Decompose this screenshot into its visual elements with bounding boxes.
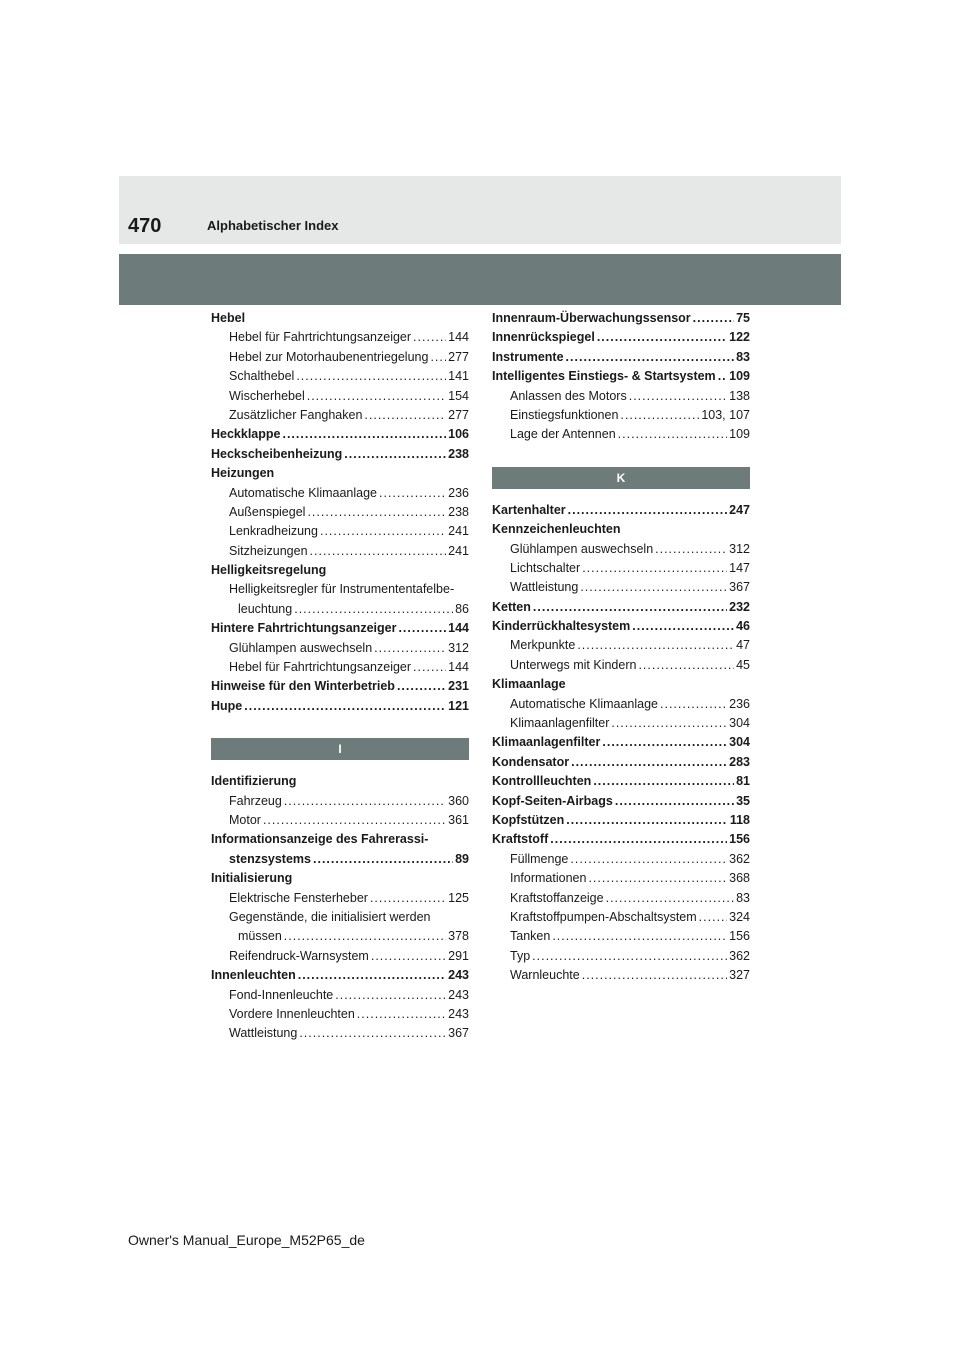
index-entry	[211, 772, 469, 791]
index-entry-label: Fond-Innenleuchte	[229, 987, 334, 1002]
index-entry	[211, 927, 469, 946]
index-entry-page: 367	[729, 580, 750, 595]
index-entry	[211, 1005, 469, 1024]
index-entry	[492, 908, 750, 927]
index-entry	[211, 658, 469, 677]
index-entry-label: Vordere Innenleuchten	[229, 1006, 355, 1021]
index-entry-page: 45	[736, 657, 750, 672]
index-entry-page: 277	[448, 349, 469, 364]
leader-dots	[296, 367, 446, 386]
leader-dots	[618, 425, 727, 444]
index-entry-page: 141	[448, 369, 469, 384]
index-entry-page: 367	[448, 1026, 469, 1041]
index-entry-label: Helligkeitsregelung	[211, 563, 327, 578]
index-entry-label: Instrumente	[492, 349, 564, 364]
index-entry-page: 291	[448, 948, 469, 963]
index-entry-label: Hebel zur Motorhaubenentriegelung	[229, 349, 429, 364]
leader-dots	[699, 908, 727, 927]
index-entry-label: Intelligentes Einstiegs- & Startsystem	[492, 369, 716, 384]
index-entry-page: 327	[729, 968, 750, 983]
leader-dots	[413, 328, 446, 347]
index-entry	[492, 617, 750, 636]
index-entry-page: 243	[448, 1006, 469, 1021]
header-dark-band	[119, 254, 841, 305]
index-entry-label: Hinweise für den Winterbetrieb	[211, 679, 395, 694]
leader-dots	[568, 501, 728, 520]
leader-dots	[335, 986, 446, 1005]
index-entry-label: Füllmenge	[510, 851, 569, 866]
letter-spacer	[211, 760, 469, 772]
index-entry-label: Gegenstände, die initialisiert werden	[229, 909, 431, 924]
index-entry	[492, 387, 750, 406]
index-entry	[211, 387, 469, 406]
index-entry-page: 106	[448, 427, 469, 442]
leader-dots	[398, 619, 446, 638]
index-letter-heading: I	[211, 738, 469, 760]
index-entry-page: 86	[455, 601, 469, 616]
index-entry-label: Helligkeitsregler für Instrumententafelbe-	[229, 582, 455, 597]
index-entry	[211, 425, 469, 444]
index-entry-page: 241	[448, 524, 469, 539]
index-entry-page: 361	[448, 812, 469, 827]
index-entry	[492, 695, 750, 714]
index-entry-page: 324	[729, 909, 750, 924]
index-entry	[492, 309, 750, 328]
index-entry-label: Heckklappe	[211, 427, 281, 442]
index-entry	[211, 869, 469, 888]
index-entry-label: Warnleuchte	[510, 968, 580, 983]
index-entry	[211, 639, 469, 658]
leader-dots	[263, 811, 446, 830]
index-entry-label: Hintere Fahrtrichtungsanzeiger	[211, 621, 397, 636]
leader-dots	[430, 348, 446, 367]
index-entry-page: 47	[736, 638, 750, 653]
index-entry-label: Automatische Klimaanlage	[510, 696, 658, 711]
index-entry-page: 144	[448, 660, 469, 675]
leader-dots	[313, 850, 453, 869]
index-entry-label: Innenrückspiegel	[492, 330, 595, 345]
index-entry-page: 236	[729, 696, 750, 711]
leader-dots	[660, 695, 727, 714]
index-entry	[492, 578, 750, 597]
index-entry	[211, 697, 469, 716]
index-entry-label: Kraftstoffpumpen-Abschaltsystem	[510, 909, 697, 924]
index-entry	[211, 522, 469, 541]
index-entry-label: Automatische Klimaanlage	[229, 485, 377, 500]
index-entry-page: 118	[729, 812, 750, 827]
index-entry	[211, 677, 469, 696]
index-entry-page: 144	[448, 330, 469, 345]
leader-dots	[606, 889, 735, 908]
index-entry-page: 156	[729, 832, 750, 847]
index-entry-page: 238	[448, 504, 469, 519]
index-entry-page: 368	[729, 871, 750, 886]
leader-dots	[413, 658, 446, 677]
index-entry	[492, 772, 750, 791]
index-entry-label: Glühlampen auswechseln	[510, 541, 654, 556]
index-entry	[492, 830, 750, 849]
index-entry	[492, 656, 750, 675]
leader-dots	[615, 792, 734, 811]
index-entry-label: Heckscheibenheizung	[211, 446, 343, 461]
index-entry	[492, 733, 750, 752]
index-entry-label: Kondensator	[492, 754, 570, 769]
leader-dots	[397, 677, 446, 696]
index-entry	[211, 561, 469, 580]
leader-dots	[298, 966, 446, 985]
index-entry-label: Reifendruck-Warnsystem	[229, 948, 369, 963]
leader-dots	[371, 947, 446, 966]
index-entry-label: Klimaanlagenfilter	[510, 716, 610, 731]
letter-spacer	[492, 445, 750, 467]
leader-dots	[566, 811, 728, 830]
index-entry	[492, 889, 750, 908]
index-entry-page: 81	[736, 774, 750, 789]
index-entry	[211, 908, 469, 927]
index-entry-label: leuchtung	[238, 601, 293, 616]
index-entry	[211, 484, 469, 503]
leader-dots	[552, 927, 727, 946]
index-entry-page: 360	[448, 793, 469, 808]
index-entry	[492, 328, 750, 347]
leader-dots	[344, 445, 446, 464]
leader-dots	[370, 889, 446, 908]
index-entry-label: Einstiegsfunktionen	[510, 407, 619, 422]
index-entry-label: Tanken	[510, 929, 551, 944]
leader-dots	[307, 387, 446, 406]
index-entry	[492, 425, 750, 444]
leader-dots	[532, 947, 727, 966]
index-entry	[492, 501, 750, 520]
index-entry-label: Initialisierung	[211, 871, 293, 886]
index-entry-label: Wattleistung	[229, 1026, 298, 1041]
index-entry-label: Identifizierung	[211, 774, 297, 789]
index-entry-label: Hebel für Fahrtrichtungsanzeiger	[229, 330, 412, 345]
leader-dots	[571, 753, 727, 772]
index-entry-label: Ketten	[492, 599, 531, 614]
index-entry	[211, 445, 469, 464]
leader-dots	[364, 406, 446, 425]
index-entry-page: 238	[448, 446, 469, 461]
index-entry	[211, 309, 469, 328]
index-entry-label: Glühlampen auswechseln	[229, 640, 373, 655]
index-entry-page: 247	[729, 502, 750, 517]
index-entry	[492, 966, 750, 985]
footer-text: Owner's Manual_Europe_M52P65_de	[128, 1232, 365, 1248]
leader-dots	[310, 542, 447, 561]
leader-dots	[638, 656, 734, 675]
index-entry-label: Kopfstützen	[492, 812, 565, 827]
index-entry-label: stenzsystems	[229, 851, 311, 866]
index-entry-page: 232	[729, 599, 750, 614]
leader-dots	[693, 309, 734, 328]
index-entry-label: Hebel für Fahrtrichtungsanzeiger	[229, 660, 412, 675]
index-column-left	[211, 309, 469, 1044]
leader-dots	[602, 733, 727, 752]
index-entry-page: 89	[455, 851, 469, 866]
index-entry-page: 304	[729, 735, 750, 750]
index-entry-label: Elektrische Fensterheber	[229, 890, 368, 905]
leader-dots	[244, 697, 446, 716]
index-entry-page: 362	[729, 948, 750, 963]
index-entry	[211, 600, 469, 619]
index-entry-page: 125	[448, 890, 469, 905]
leader-dots	[284, 927, 446, 946]
index-entry-page: 122	[729, 330, 750, 345]
index-entry-page: 312	[448, 640, 469, 655]
index-entry	[492, 559, 750, 578]
index-entry-page: 236	[448, 485, 469, 500]
index-entry-page: 138	[729, 388, 750, 403]
leader-dots	[357, 1005, 446, 1024]
index-entry-label: Fahrzeug	[229, 793, 282, 808]
index-entry	[492, 520, 750, 539]
index-entry-page: 378	[448, 929, 469, 944]
leader-dots	[597, 328, 727, 347]
index-entry-page: 243	[448, 968, 469, 983]
index-entry-label: Hupe	[211, 698, 243, 713]
leader-dots	[629, 387, 727, 406]
index-entry	[211, 580, 469, 599]
index-entry	[492, 636, 750, 655]
index-entry	[492, 792, 750, 811]
leader-dots	[593, 772, 734, 791]
index-entry-page: 304	[729, 716, 750, 731]
index-entry-page: 103, 107	[701, 407, 750, 422]
index-entry	[492, 850, 750, 869]
leader-dots	[299, 1024, 446, 1043]
index-entry-page: 83	[736, 890, 750, 905]
index-column-right	[492, 309, 750, 986]
leader-dots	[718, 367, 727, 386]
index-entry-label: Kraftstoff	[492, 832, 549, 847]
index-entry-label: Sitzheizungen	[229, 543, 308, 558]
index-entry	[211, 464, 469, 483]
leader-dots	[307, 503, 446, 522]
leader-dots	[379, 484, 446, 503]
index-entry-page: 147	[729, 560, 750, 575]
index-entry-label: Merkpunkte	[510, 638, 576, 653]
leader-dots	[320, 522, 446, 541]
index-entry-page: 283	[729, 754, 750, 769]
leader-dots	[611, 714, 727, 733]
index-entry	[211, 792, 469, 811]
index-entry-label: Heizungen	[211, 466, 275, 481]
leader-dots	[588, 869, 727, 888]
index-letter-heading: K	[492, 467, 750, 489]
index-entry-page: 46	[736, 619, 750, 634]
index-entry	[211, 850, 469, 869]
leader-dots	[374, 639, 446, 658]
index-entry-label: Kopf-Seiten-Airbags	[492, 793, 613, 808]
index-entry	[211, 986, 469, 1005]
header-band	[119, 176, 841, 244]
leader-dots	[632, 617, 734, 636]
index-entry-page: 241	[448, 543, 469, 558]
leader-dots	[284, 792, 446, 811]
leader-dots	[655, 540, 727, 559]
leader-dots	[282, 425, 446, 444]
index-entry-label: Innenleuchten	[211, 968, 296, 983]
index-entry	[211, 889, 469, 908]
index-entry-label: Zusätzlicher Fanghaken	[229, 407, 363, 422]
index-entry	[492, 540, 750, 559]
leader-dots	[620, 406, 699, 425]
index-entry-label: Außenspiegel	[229, 504, 306, 519]
index-entry-label: müssen	[238, 929, 282, 944]
index-entry-page: 156	[729, 929, 750, 944]
index-entry-page: 121	[448, 698, 469, 713]
index-entry-page: 277	[448, 407, 469, 422]
leader-dots	[550, 830, 727, 849]
index-entry	[492, 947, 750, 966]
index-entry	[492, 753, 750, 772]
leader-dots	[582, 559, 727, 578]
letter-spacer	[492, 489, 750, 501]
index-entry	[211, 830, 469, 849]
index-entry-page: 144	[448, 621, 469, 636]
index-entry	[211, 966, 469, 985]
index-entry-page: 109	[729, 427, 750, 442]
index-entry-label: Kartenhalter	[492, 502, 566, 517]
index-entry-label: Klimaanlagenfilter	[492, 735, 601, 750]
leader-dots	[570, 850, 727, 869]
index-entry-page: 35	[736, 793, 750, 808]
leader-dots	[580, 578, 727, 597]
index-entry-label: Wattleistung	[510, 580, 579, 595]
leader-dots	[582, 966, 727, 985]
page-number: 470	[128, 215, 162, 237]
index-entry	[492, 869, 750, 888]
index-entry-label: Wischerhebel	[229, 388, 305, 403]
index-entry-label: Kontrollleuchten	[492, 774, 592, 789]
index-entry	[211, 503, 469, 522]
leader-dots	[533, 598, 727, 617]
index-entry	[492, 927, 750, 946]
index-entry	[492, 348, 750, 367]
index-entry	[211, 348, 469, 367]
index-entry-label: Lichtschalter	[510, 560, 581, 575]
index-entry	[492, 675, 750, 694]
index-entry	[211, 367, 469, 386]
index-entry	[492, 811, 750, 830]
leader-dots	[577, 636, 734, 655]
leader-dots	[566, 348, 735, 367]
index-entry	[211, 406, 469, 425]
index-entry	[211, 542, 469, 561]
leader-dots	[294, 600, 453, 619]
index-entry-label: Motor	[229, 812, 261, 827]
index-entry	[211, 1024, 469, 1043]
letter-spacer	[211, 716, 469, 738]
index-entry-page: 362	[729, 851, 750, 866]
index-entry-page: 109	[729, 369, 750, 384]
index-entry-label: Lage der Antennen	[510, 427, 616, 442]
index-entry	[211, 811, 469, 830]
index-entry-page: 83	[736, 349, 750, 364]
index-entry-label: Hebel	[211, 311, 246, 325]
index-entry	[492, 406, 750, 425]
index-entry-page: 154	[448, 388, 469, 403]
index-entry-label: Klimaanlage	[492, 677, 566, 692]
index-entry	[492, 714, 750, 733]
index-entry	[492, 598, 750, 617]
index-entry-label: Schalthebel	[229, 369, 295, 384]
index-entry	[211, 619, 469, 638]
index-entry-label: Unterwegs mit Kindern	[510, 657, 637, 672]
section-title: Alphabetischer Index	[207, 218, 339, 233]
index-entry	[211, 947, 469, 966]
index-entry-label: Kennzeichenleuchten	[492, 522, 621, 537]
index-entry	[492, 367, 750, 386]
index-entry-label: Anlassen des Motors	[510, 388, 627, 403]
index-entry-label: Innenraum-Überwachungssensor	[492, 311, 691, 325]
index-entry-page: 231	[448, 679, 469, 694]
index-entry-page: 312	[729, 541, 750, 556]
index-entry-label: Typ	[510, 948, 531, 963]
index-entry	[211, 328, 469, 347]
index-entry-label: Kraftstoffanzeige	[510, 890, 604, 905]
index-entry-page: 243	[448, 987, 469, 1002]
index-entry-label: Kinderrückhaltesystem	[492, 619, 631, 634]
index-entry-label: Lenkradheizung	[229, 524, 318, 539]
index-entry-page: 75	[736, 311, 750, 325]
index-entry-label: Informationsanzeige des Fahrerassi-	[211, 832, 429, 847]
index-entry-label: Informationen	[510, 871, 587, 886]
